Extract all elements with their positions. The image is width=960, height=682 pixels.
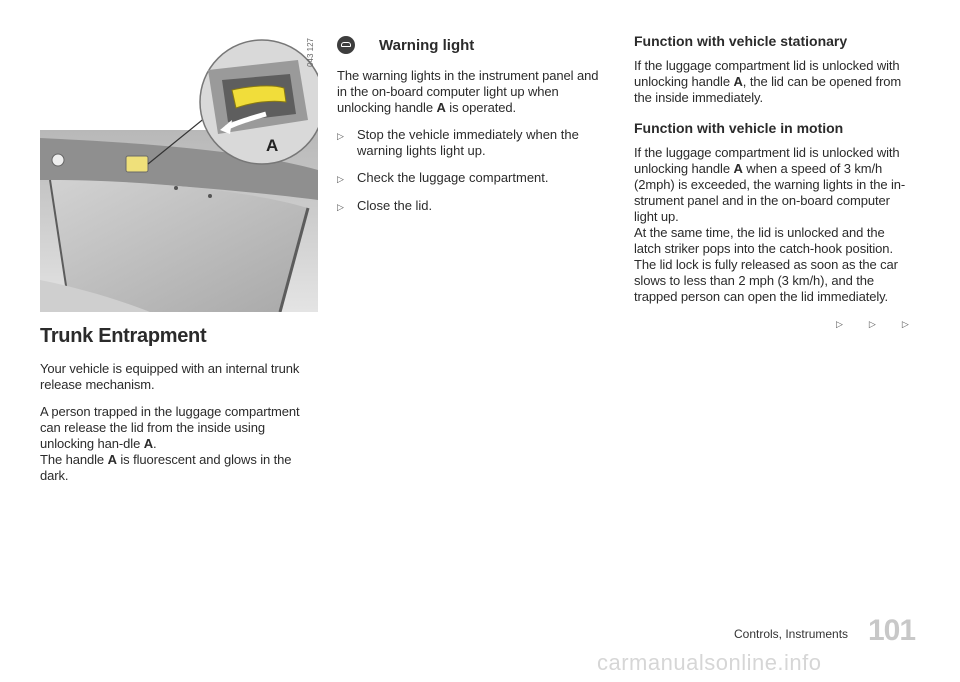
intro-paragraph: Your vehicle is equipped with an internal trunk release mechanism. bbox=[40, 361, 300, 392]
callout-label-a: A bbox=[266, 136, 279, 155]
figure-code: 043 127 bbox=[306, 38, 315, 67]
footer-section-label: Controls, Instruments bbox=[734, 627, 849, 641]
warning-paragraph: The warning lights in the instrument panel and in the on-board computer light up when unlocking handle A is operated. bbox=[337, 68, 599, 115]
trunk-illustration bbox=[40, 30, 318, 312]
stationary-paragraph: If the luggage compartment lid is unlocked with unlocking handle A, the lid can be opened from the inside immediately. bbox=[634, 58, 902, 105]
motion-heading: Function with vehicle in motion bbox=[634, 120, 844, 136]
warning-title: Warning light bbox=[379, 36, 475, 54]
fluorescent-paragraph: The handle A is fluorescent and glows in the dark. bbox=[40, 452, 292, 483]
warning-heading bbox=[337, 36, 609, 54]
trunk-warning-icon bbox=[337, 36, 355, 54]
bullet-triangle-icon: ▷ bbox=[337, 131, 344, 141]
trunk-drawing bbox=[40, 30, 318, 312]
continue-triangle-icon: ▷ bbox=[901, 319, 909, 329]
section-title: Trunk Entrapment bbox=[40, 325, 207, 347]
continue-triangle-icon: ▷ bbox=[868, 319, 876, 329]
stationary-heading: Function with vehicle stationary bbox=[634, 33, 848, 49]
motion-paragraph: If the luggage compartment lid is unlocked with unlocking handle A when a speed of 3 km/h (2mph) is exceeded, the warning lights in the in-strument panel and in the on-board computer light up. bbox=[634, 145, 906, 224]
list-item: ▷ Close the lid. bbox=[337, 198, 433, 213]
list-item: ▷ Check the luggage compartment. bbox=[337, 170, 549, 185]
bullet-triangle-icon: ▷ bbox=[337, 202, 344, 212]
right-column bbox=[634, 33, 912, 316]
middle-column bbox=[337, 36, 609, 226]
page-number: 101 bbox=[868, 614, 916, 647]
continue-triangle-icon: ▷ bbox=[836, 319, 843, 329]
list-item: ▷ Stop the vehicle immediately when the warning lights light up. bbox=[337, 127, 579, 158]
left-column bbox=[40, 361, 318, 495]
trapped-paragraph: A person trapped in the luggage compartment can release the lid from the inside using unlocking han-dle A. bbox=[40, 404, 300, 451]
bullet-triangle-icon: ▷ bbox=[337, 174, 344, 184]
release-paragraph: At the same time, the lid is unlocked and the latch striker pops into the catch-hook position. The lid lock is fully released as soon as the car slows to less than 2 mph (3 km/h), and the trapped person can open the lid immediately. bbox=[634, 225, 898, 304]
watermark: carmanualsonline.info bbox=[597, 650, 822, 675]
continued-markers bbox=[836, 319, 909, 330]
